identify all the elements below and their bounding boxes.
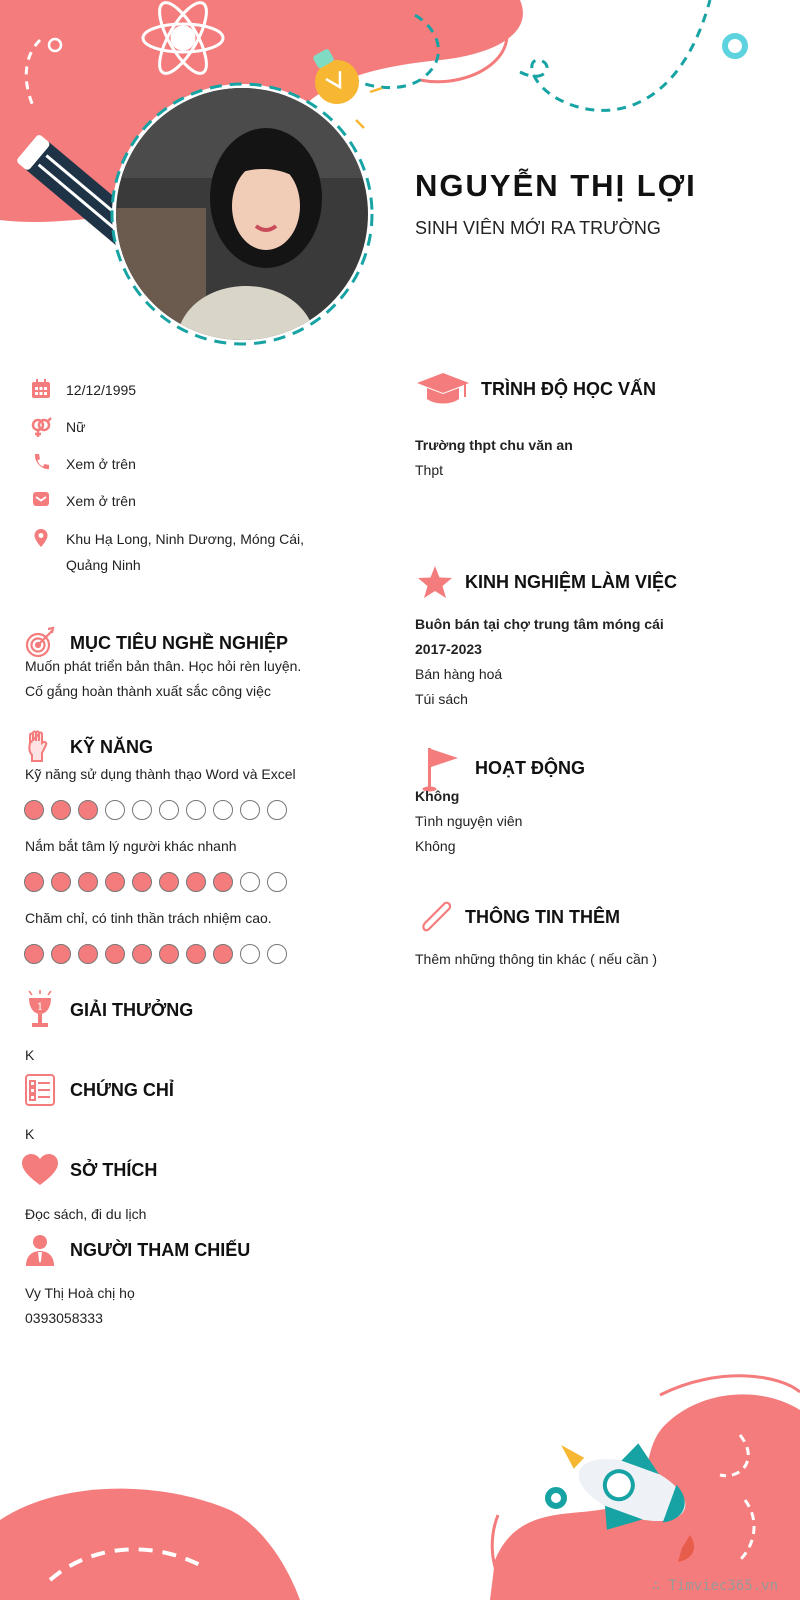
section-hobbies-header [20,1150,157,1190]
contact-address [30,528,304,578]
rating-dot-empty [213,800,233,820]
section-awards-header [20,990,193,1030]
trophy-icon [20,990,60,1030]
rating-dot-empty [267,872,287,892]
skill-label-3: Chăm chỉ, có tinh thần trách nhiệm cao. [25,910,272,926]
skill-rating-2 [24,872,287,892]
candidate-name: NGUYỄN THỊ LỢI [415,168,697,203]
graduation-cap-icon [415,369,471,409]
rating-dot-filled [213,872,233,892]
address-line-1: Khu Hạ Long, Ninh Dương, Móng Cái, [66,531,305,547]
extra-text: Thêm những thông tin khác ( nếu cần ) [415,951,658,967]
experience-role: Bán hàng hoá [415,666,503,682]
rating-dot-filled [51,944,71,964]
section-education-title: TRÌNH ĐỘ HỌC VẤN [481,378,656,399]
heart-icon [20,1150,60,1190]
phone-icon [30,453,52,475]
education-level: Thpt [415,462,444,478]
section-education-header [415,369,656,409]
rating-dot-filled [159,872,179,892]
rating-dot-empty [240,872,260,892]
section-experience-title: KINH NGHIỆM LÀM VIỆC [465,571,678,592]
birthday-value: 12/12/1995 [66,382,137,398]
email-value: Xem ở trên [66,493,136,509]
teal-ring [725,36,745,56]
phone-value: Xem ở trên [66,456,136,472]
portrait-image [116,88,368,340]
reference-name: Vy Thị Hoà chị họ [25,1285,135,1301]
contact-email [30,490,136,514]
rating-dot-filled [51,800,71,820]
objective-line-2: Cố gắng hoàn thành xuất sắc công việc [25,683,271,699]
rating-dot-filled [78,800,98,820]
activities-role: Tình nguyện viên [415,813,523,829]
rating-dot-filled [78,944,98,964]
rating-dot-filled [132,872,152,892]
rating-dot-empty [267,800,287,820]
location-pin-icon [30,528,52,550]
rating-dot-empty [267,944,287,964]
skill-label-1: Kỹ năng sử dụng thành thạo Word và Excel [25,766,296,782]
experience-detail: Túi sách [415,691,468,707]
contact-gender [30,416,85,440]
hobbies-text: Đọc sách, đi du lịch [25,1206,147,1222]
rating-dot-filled [186,872,206,892]
experience-period: 2017-2023 [415,641,482,657]
education-school: Trường thpt chu văn an [415,437,573,453]
skill-rating-1 [24,800,287,820]
rating-dot-filled [105,944,125,964]
bottom-teal-ring [548,1490,564,1506]
section-experience-header [415,562,677,602]
rating-dot-empty [240,800,260,820]
section-hobbies-title: SỞ THÍCH [70,1159,158,1180]
rating-dot-empty [132,800,152,820]
skill-rating-3 [24,944,287,964]
experience-content [415,612,664,712]
section-objective-title: MỤC TIÊU NGHỀ NGHIỆP [70,632,289,653]
activities-detail: Không [415,838,456,854]
reference-phone: 0393058333 [25,1310,103,1326]
svg-text:1: 1 [36,1002,44,1013]
section-certificates-title: CHỨNG CHỈ [70,1079,174,1100]
rating-dot-empty [240,944,260,964]
rating-dot-filled [186,944,206,964]
section-extra-title: THÔNG TIN THÊM [465,906,620,927]
contact-birthday [30,379,136,403]
candidate-title: SINH VIÊN MỚI RA TRƯỜNG [415,218,661,238]
skill-label-2: Nắm bắt tâm lý người khác nhanh [25,838,237,854]
section-activities-title: HOẠT ĐỘNG [475,757,585,778]
awards-text: K [25,1047,35,1063]
rating-dot-filled [24,872,44,892]
checklist-icon [20,1070,60,1110]
gender-icon [30,416,52,438]
section-references-header [20,1230,250,1270]
section-references-title: NGƯỜI THAM CHIẾU [70,1239,251,1260]
address-line-2: Quảng Ninh [66,557,141,573]
rating-dot-filled [51,872,71,892]
person-icon [20,1230,60,1270]
rating-dot-empty [159,800,179,820]
bottom-left-blob [0,1489,300,1600]
certificates-text: K [25,1126,35,1142]
rating-dot-filled [213,944,233,964]
section-awards-title: GIẢI THƯỞNG [70,999,194,1020]
rating-dot-filled [24,800,44,820]
fist-icon [20,727,60,767]
rating-dot-empty [105,800,125,820]
email-icon [30,490,52,512]
rating-dot-filled [159,944,179,964]
experience-company: Buôn bán tại chợ trung tâm móng cái [415,616,664,632]
section-extra-header [415,897,620,937]
section-skills-header [20,727,153,767]
star-icon [415,562,455,602]
education-content [415,433,573,483]
rating-dot-empty [186,800,206,820]
objective-text [25,654,301,704]
activities-content [415,784,522,859]
section-certificates-header [20,1070,174,1110]
profile-photo [116,88,368,340]
paperclip-icon [415,897,455,937]
section-skills-title: KỸ NĂNG [70,736,154,757]
objective-line-1: Muốn phát triển bản thân. Học hỏi rèn luyện. [25,658,302,674]
rating-dot-filled [105,872,125,892]
rating-dot-filled [24,944,44,964]
activities-org: Không [415,788,460,804]
calendar-icon [30,379,52,401]
watermark: ∴ Timviec365.vn [651,1578,778,1594]
gender-value: Nữ [66,419,86,435]
rating-dot-filled [78,872,98,892]
rating-dot-filled [132,944,152,964]
contact-phone [30,453,136,477]
references-text [25,1281,135,1331]
